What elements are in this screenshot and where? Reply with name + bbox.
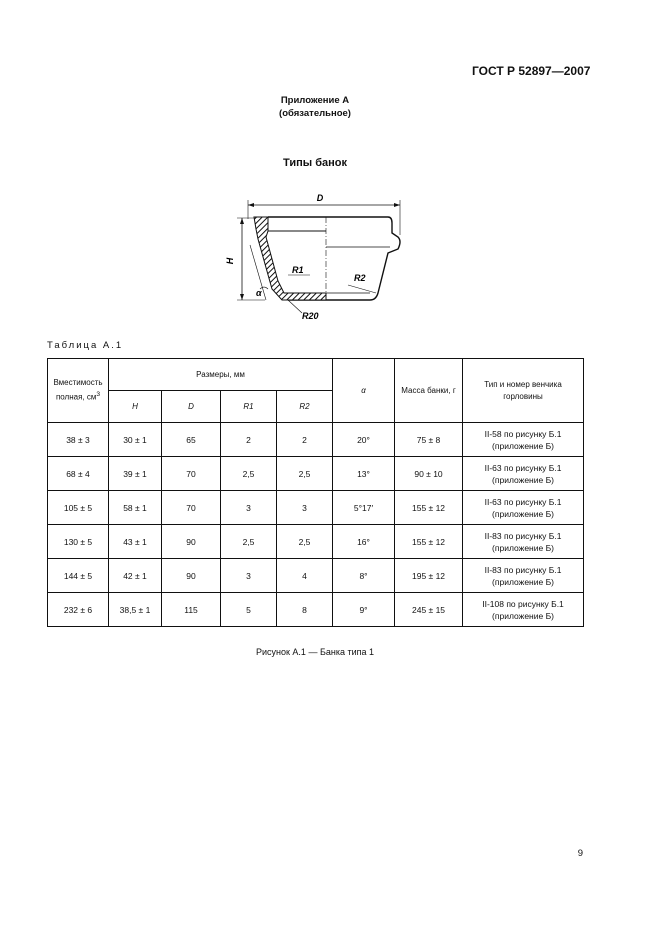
label-d: D	[316, 193, 324, 203]
header-alpha: α	[333, 359, 395, 423]
cell-r2: 2	[277, 423, 333, 457]
cell-mass: 75 ± 8	[395, 423, 463, 457]
cell-neck: II-63 по рисунку Б.1 (приложение Б)	[463, 491, 584, 525]
cell-mass: 155 ± 12	[395, 525, 463, 559]
cell-r1: 2	[221, 423, 277, 457]
header-h: H	[109, 391, 162, 423]
header-dimensions: Размеры, мм	[109, 359, 333, 391]
cell-d: 115	[162, 593, 221, 627]
table-row	[48, 593, 584, 627]
cell-r1: 2,5	[221, 457, 277, 491]
header-d: D	[162, 391, 221, 423]
jar-dimensions-table	[47, 358, 584, 627]
cell-d: 90	[162, 525, 221, 559]
label-r1: R1	[292, 265, 304, 275]
cell-capacity: 130 ± 5	[48, 525, 109, 559]
label-h: H	[225, 257, 235, 265]
cell-mass: 155 ± 12	[395, 491, 463, 525]
cell-neck: II-83 по рисунку Б.1 (приложение Б)	[463, 525, 584, 559]
cell-alpha: 16°	[333, 525, 395, 559]
cell-capacity: 68 ± 4	[48, 457, 109, 491]
cell-alpha: 13°	[333, 457, 395, 491]
cell-d: 90	[162, 559, 221, 593]
dimension-d	[248, 193, 400, 235]
jar-outline	[268, 217, 400, 300]
document-code: ГОСТ Р 52897—2007	[472, 64, 591, 78]
cell-alpha: 20°	[333, 423, 395, 457]
cell-r2: 3	[277, 491, 333, 525]
cell-r1: 2,5	[221, 525, 277, 559]
cell-r2: 4	[277, 559, 333, 593]
cell-neck: II-63 по рисунку Б.1 (приложение Б)	[463, 457, 584, 491]
table-row	[48, 491, 584, 525]
hatched-wall	[254, 217, 326, 300]
table-label: Таблица А.1	[47, 340, 124, 351]
cell-neck: II-58 по рисунку Б.1 (приложение Б)	[463, 423, 584, 457]
appendix-title: Приложение А	[280, 95, 350, 106]
label-r2: R2	[354, 273, 366, 283]
section-title: Типы банок	[283, 157, 347, 169]
label-alpha: α	[256, 288, 262, 298]
cell-r1: 5	[221, 593, 277, 627]
cell-h: 38,5 ± 1	[109, 593, 162, 627]
figure-caption: Рисунок А.1 — Банка типа 1	[255, 647, 374, 657]
cell-alpha: 5°17′	[333, 491, 395, 525]
cell-mass: 195 ± 12	[395, 559, 463, 593]
cell-h: 39 ± 1	[109, 457, 162, 491]
cell-r2: 2,5	[277, 525, 333, 559]
jar-drawing	[220, 185, 420, 325]
cell-neck: II-83 по рисунку Б.1 (приложение Б)	[463, 559, 584, 593]
table-row	[48, 423, 584, 457]
cell-alpha: 8°	[333, 559, 395, 593]
cell-capacity: 105 ± 5	[48, 491, 109, 525]
cell-neck: II-108 по рисунку Б.1 (приложение Б)	[463, 593, 584, 627]
cell-mass: 90 ± 10	[395, 457, 463, 491]
header-capacity: Вместимость полная, $см^3$	[48, 359, 109, 423]
label-r20: R20	[302, 311, 319, 321]
cell-mass: 245 ± 15	[395, 593, 463, 627]
header-mass: Масса банки, г	[395, 359, 463, 423]
header-r2: R2	[277, 391, 333, 423]
appendix-heading	[215, 94, 415, 120]
header-neck: Тип и номер венчика горловины	[463, 359, 584, 423]
cell-h: 43 ± 1	[109, 525, 162, 559]
cell-h: 30 ± 1	[109, 423, 162, 457]
cell-d: 70	[162, 457, 221, 491]
table-row	[48, 525, 584, 559]
cell-d: 65	[162, 423, 221, 457]
page-number: 9	[577, 848, 583, 859]
appendix-status: (обязательное)	[279, 108, 351, 119]
cell-h: 58 ± 1	[109, 491, 162, 525]
cell-d: 70	[162, 491, 221, 525]
cell-capacity: 144 ± 5	[48, 559, 109, 593]
cell-capacity: 38 ± 3	[48, 423, 109, 457]
cell-capacity: 232 ± 6	[48, 593, 109, 627]
table-header-row	[48, 359, 584, 391]
cell-r2: 2,5	[277, 457, 333, 491]
cell-h: 42 ± 1	[109, 559, 162, 593]
table-row	[48, 457, 584, 491]
cell-r1: 3	[221, 559, 277, 593]
cell-r2: 8	[277, 593, 333, 627]
header-r1: R1	[221, 391, 277, 423]
cell-alpha: 9°	[333, 593, 395, 627]
table-row	[48, 559, 584, 593]
cell-r1: 3	[221, 491, 277, 525]
